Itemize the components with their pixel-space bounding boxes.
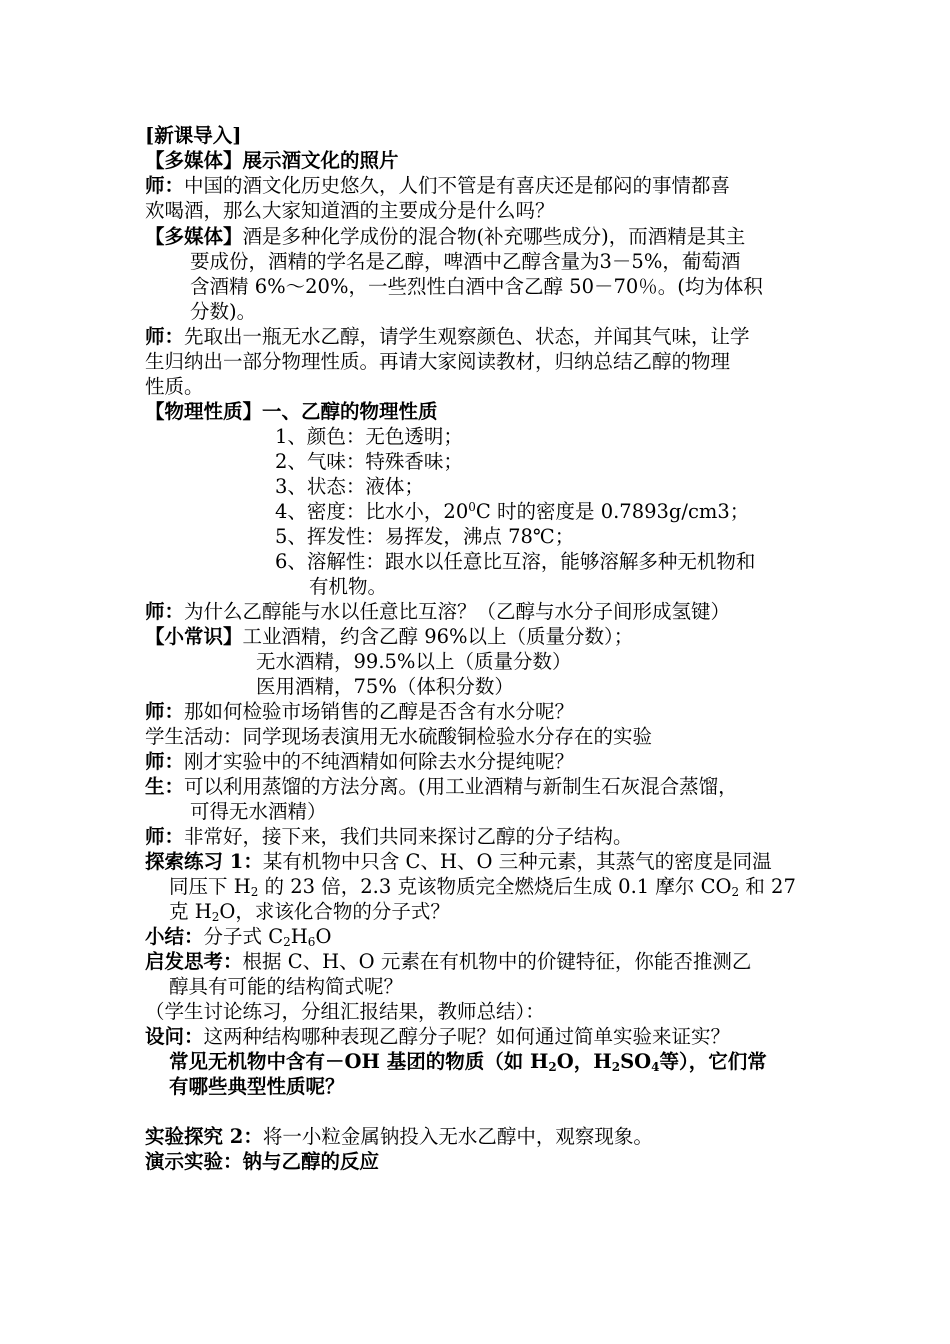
multimedia-line-2: 要成份，酒精的学名是乙醇，啤酒中乙醇含量为3－5%，葡萄酒 [190,250,741,273]
thinking-line [145,949,751,974]
demo-experiment: 演示实验：钠与乙醇的反应 [145,1150,380,1173]
discussion-note: （学生讨论练习，分组汇报结果，教师总结）： [145,1000,545,1023]
property-volatility: 5、挥发性：易挥发，沸点 78℃； [275,525,575,548]
property-solubility: 6、溶解性：跟水以任意比互溶，能够溶解多种无机物和 [275,550,756,573]
teacher-line-cont: 欢喝酒，那么大家知道酒的主要成分是什么吗？ [145,199,555,222]
text: 这两种结构哪种表现乙醇分子呢？如何通过简单实验来证实？ [203,1025,731,1048]
teacher-line [145,599,730,624]
physical-properties-heading: 【物理性质】一、乙醇的物理性质 [145,400,438,423]
tip-line-2: 无水酒精，99.5%以上（质量分数） [256,650,572,673]
teacher-line [145,824,633,849]
label-multimedia: 【多媒体】 [145,149,243,172]
text: 非常好，接下来，我们共同来探讨乙醇的分子结构。 [184,825,633,848]
teacher-line [145,749,574,774]
tip-line-3: 医用酒精，75%（体积分数） [256,675,514,698]
label-summary: 小结： [145,925,204,948]
label-teacher: 师： [145,750,185,773]
teacher-line [145,699,574,724]
property-density: 4、密度：比水小，$20^0C$ 时的密度是 0.7893g/cm3； [275,500,750,523]
text: 先取出一瓶无水乙醇，请学生观察颜色、状态，并闻其气味，让学 [184,325,750,348]
text: 可以利用蒸馏的方法分离。(用工业酒精与新制生石灰混合蒸馏， [184,775,738,798]
property-state: 3、状态：液体； [275,475,424,498]
student-activity: 学生活动：同学现场表演用无水硫酸铜检验水分存在的实验 [145,725,653,748]
text: 将一小粒金属钠投入无水乙醇中，观察现象。 [262,1125,653,1148]
text: 酒是多种化学成份的混合物(补充哪些成分)，而酒精是其主 [242,225,746,248]
property-color: 1、颜色：无色透明； [275,425,463,448]
exercise-line-2: 同压下 $H_2$ 的 23 倍，2.3 克该物质完全燃烧后生成 0.1 摩尔 $CO_2$ 和 27 [169,875,796,899]
exercise-line [145,849,772,874]
property-odor: 2、气味：特殊香味； [275,450,463,473]
label-teacher: 师： [145,600,185,623]
text: 根据 C、H、O 元素在有机物中的价键特征，你能否推测乙 [242,950,752,973]
question-line-2: 常见无机物中含有－OH 基团的物质（如 $H_2O$，$H_2SO_4$等），它们常 [169,1050,767,1074]
teacher-line-cont: 性质。 [145,375,204,398]
label-thinking: 启发思考： [145,950,243,973]
exercise-line-3: 克 $H_2O$，求该化合物的分子式？ [169,900,450,924]
tip-line [145,624,633,649]
text: 中国的酒文化历史悠久，人们不管是有喜庆还是郁闷的事情都喜 [184,174,731,197]
property-solubility-cont: 有机物。 [309,575,388,598]
question-line-3: 有哪些典型性质呢？ [169,1075,345,1098]
text: 展示酒文化的照片 [242,149,399,172]
multimedia-line-4: 分数)。 [190,300,257,323]
thinking-line-cont: 醇具有可能的结构简式呢？ [169,975,404,998]
section-title: [新课导入] [145,124,242,147]
label-student: 生： [145,775,185,798]
label-teacher: 师： [145,174,185,197]
text: 为什么乙醇能与水以任意比互溶？（乙醇与水分子间形成氢键） [184,600,731,623]
student-line [145,774,738,799]
text: 刚才实验中的不纯酒精如何除去水分提纯呢？ [184,750,575,773]
paragraph-multimedia-1 [145,148,399,173]
label-teacher: 师： [145,700,185,723]
label-teacher: 师： [145,325,185,348]
student-line-cont: 可得无水酒精） [190,800,327,823]
label-question: 设问： [145,1025,204,1048]
text: 工业酒精，约含乙醇 96%以上（质量分数）； [242,625,634,648]
teacher-line-cont: 生归纳出一部分物理性质。再请大家阅读教材，归纳总结乙醇的物理 [145,350,731,373]
label-exercise: 探索练习 1： [145,850,263,873]
teacher-line [145,173,730,198]
question-line [145,1024,730,1049]
text: 那如何检验市场销售的乙醇是否含有水分呢？ [184,700,575,723]
label-teacher: 师： [145,825,185,848]
label-tip: 【小常识】 [145,625,243,648]
paragraph-multimedia-2 [145,224,745,249]
experiment-line [145,1124,653,1149]
teacher-line [145,324,750,349]
label-experiment: 实验探究 2： [145,1125,263,1148]
text: 某有机物中只含 C、H、O 三种元素，其蒸气的密度是同温 [262,850,772,873]
summary-line: 小结：分子式 $C_2H_6O$ [145,925,332,949]
multimedia-line-3: 含酒精 6%～20%，一些烈性白酒中含乙醇 50－70％。(均为体积 [190,275,763,298]
label-multimedia: 【多媒体】 [145,225,243,248]
